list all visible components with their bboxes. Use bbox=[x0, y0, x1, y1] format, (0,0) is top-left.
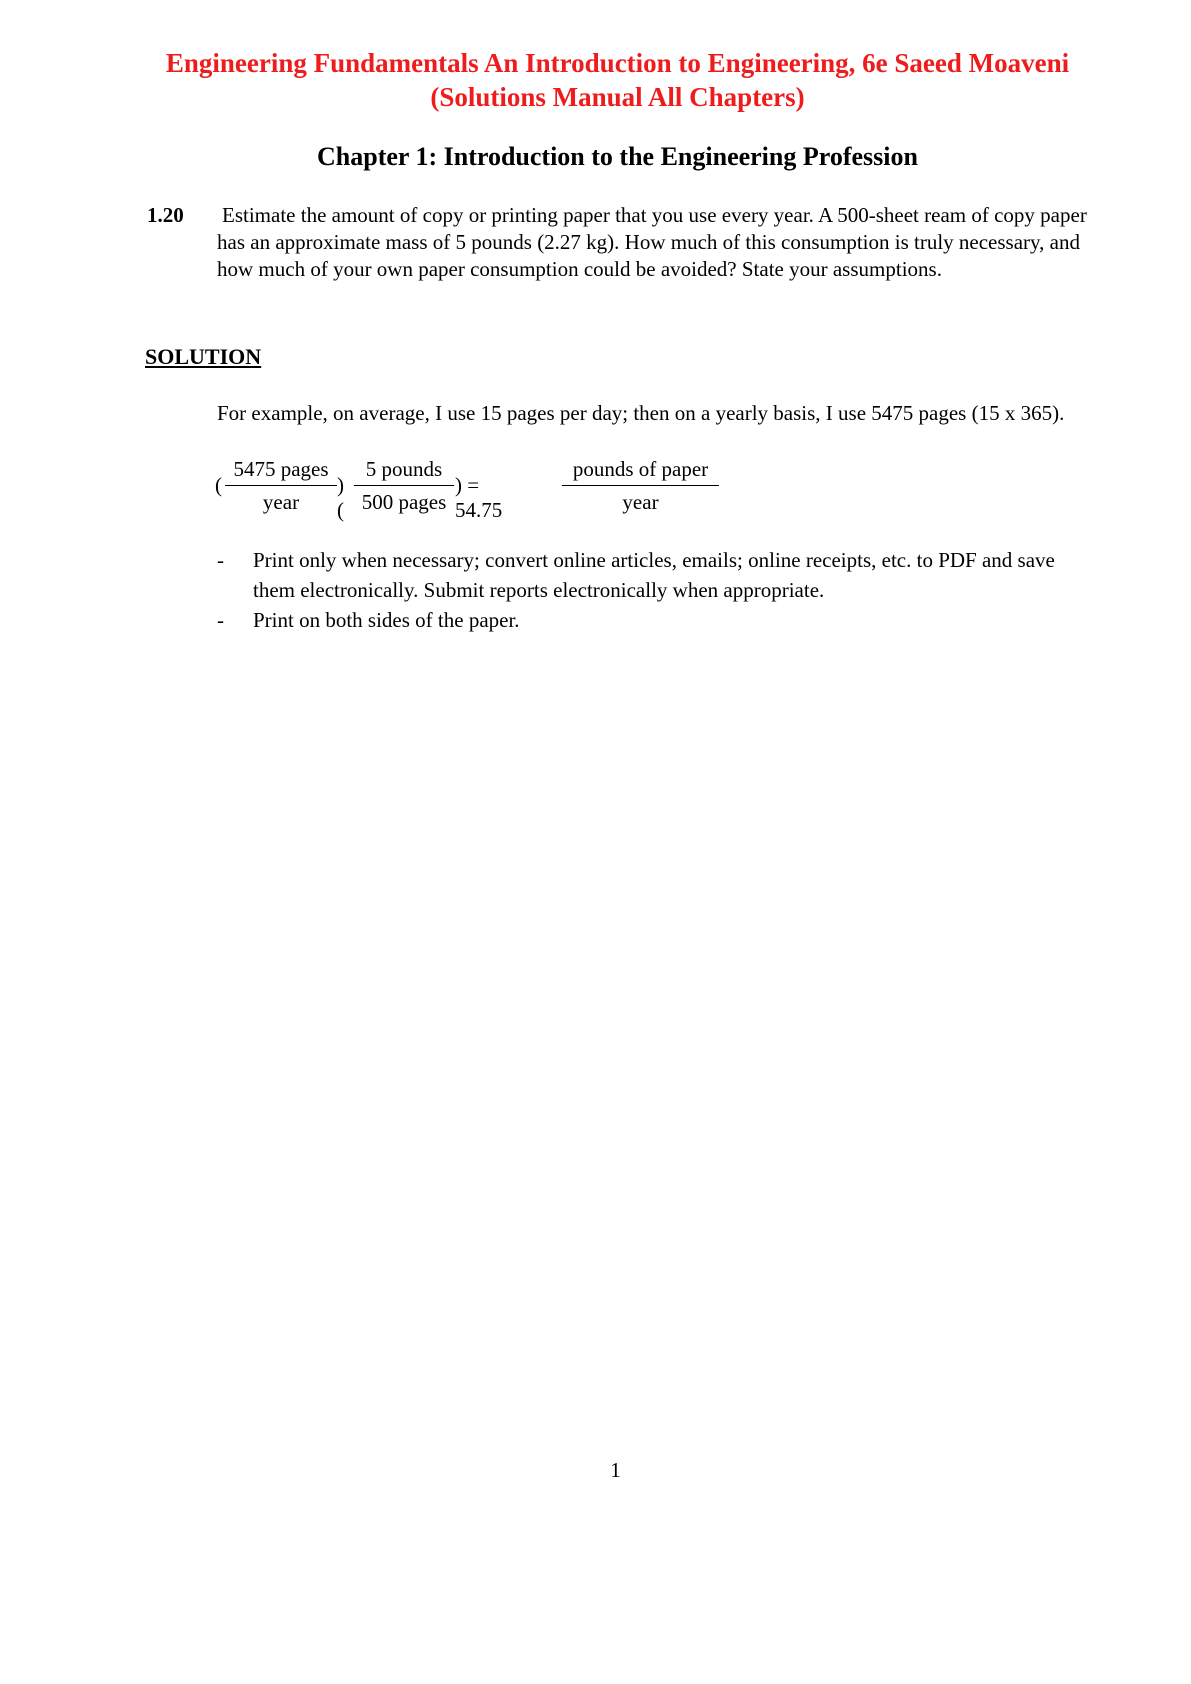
equation-open-paren: ( bbox=[215, 473, 222, 497]
fraction-2-denominator: 500 pages bbox=[361, 490, 447, 514]
fraction-1-numerator: 5475 pages bbox=[233, 457, 329, 481]
equation-result: ) = 54.75 bbox=[455, 473, 503, 522]
bullet-dash: - bbox=[217, 548, 224, 572]
solution-intro: For example, on average, I use 15 pages per day; then on a yearly basis, I use 5475 pages (15 x 365). bbox=[217, 401, 1065, 425]
chapter-title: Chapter 1: Introduction to the Engineering Profession bbox=[317, 142, 918, 171]
list-item-text: Print only when necessary; convert online articles, emails; online receipts, etc. to PDF and save them electronically. Submit reports electronically when appropriate. bbox=[253, 548, 1055, 602]
bullet-dash: - bbox=[217, 608, 224, 632]
fraction-3-bar bbox=[562, 485, 719, 486]
list-item-text: Print on both sides of the paper. bbox=[253, 608, 520, 632]
solution-heading: SOLUTION bbox=[145, 344, 262, 369]
recommendation-list bbox=[217, 545, 1097, 635]
fraction-3-numerator: pounds of paper bbox=[572, 457, 709, 481]
list-item bbox=[217, 605, 1097, 635]
document-title: Engineering Fundamentals An Introduction to Engineering, 6e Saeed Moaveni (Solutions Manual All Chapters) bbox=[165, 48, 1070, 112]
fraction-3-denominator: year bbox=[622, 490, 659, 514]
list-item bbox=[217, 545, 1097, 605]
problem-text: Estimate the amount of copy or printing paper that you use every year. A 500-sheet ream of copy paper has an approximate mass of 5 pounds (2.27 kg). How much of this consumption is truly necessary, and how much of your own paper consumption could be avoided? State your assumptions. bbox=[217, 203, 1087, 281]
equation-mid-parens: )( bbox=[337, 473, 344, 522]
fraction-2-numerator: 5 pounds bbox=[365, 457, 443, 481]
fraction-1-denominator: year bbox=[262, 490, 300, 514]
problem-number: 1.20 bbox=[147, 203, 184, 227]
page-number: 1 bbox=[610, 1458, 621, 1482]
fraction-1-bar bbox=[225, 485, 337, 486]
fraction-2-bar bbox=[354, 485, 454, 486]
problem-statement bbox=[147, 202, 1087, 283]
